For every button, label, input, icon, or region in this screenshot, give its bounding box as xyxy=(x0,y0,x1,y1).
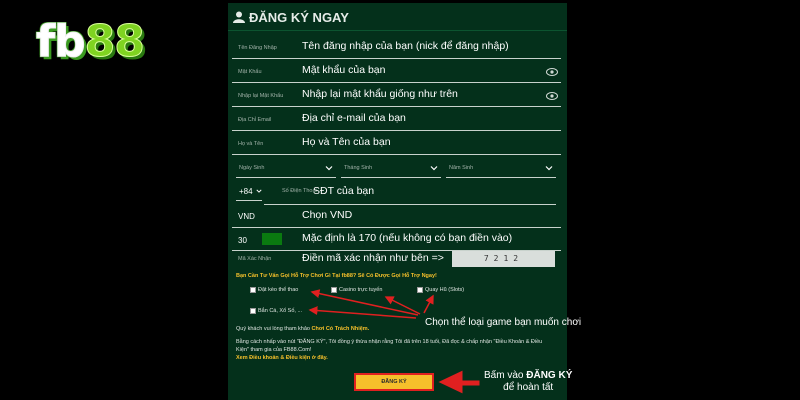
fullname-placeholder: Họ và Tên của bạn xyxy=(302,136,391,148)
email-label: Địa Chỉ Email xyxy=(238,117,272,123)
birth-year-label: Năm Sinh xyxy=(449,165,474,171)
sports-label: Đặt kèo thể thao xyxy=(258,287,299,293)
eye-icon[interactable] xyxy=(546,68,558,76)
fullname-label: Họ và Tên xyxy=(238,141,264,147)
fullname-field[interactable] xyxy=(232,133,561,155)
phone-field[interactable] xyxy=(264,183,556,205)
slots-checkbox[interactable] xyxy=(417,287,423,293)
fishing-lottery-label: Bắn Cá, Xổ Số, ... xyxy=(258,308,303,314)
password-field[interactable] xyxy=(232,61,561,83)
email-field[interactable] xyxy=(232,109,561,131)
birth-month-select[interactable] xyxy=(341,160,441,178)
captcha-label: Mã Xác Nhận xyxy=(238,256,272,262)
form-title: ĐĂNG KÝ NGAY xyxy=(249,10,349,25)
username-label: Tên Đăng Nhập xyxy=(238,45,277,51)
casino-label: Casino trực tuyến xyxy=(339,287,383,293)
captcha-field[interactable] xyxy=(232,251,561,273)
fishing-lottery-checkbox[interactable] xyxy=(250,308,256,314)
confirm-password-label: Nhập lại Mật Khẩu xyxy=(238,93,284,99)
captcha-image: 7212 xyxy=(452,251,555,267)
sports-checkbox[interactable] xyxy=(250,287,256,293)
casino-checkbox[interactable] xyxy=(331,287,337,293)
username-placeholder: Tên đăng nhập của bạn (nick để đăng nhập) xyxy=(302,40,509,52)
currency-code: VND xyxy=(238,212,255,221)
slots-label: Quay Hũ (Slots) xyxy=(425,287,465,293)
eye-icon[interactable] xyxy=(546,92,558,100)
email-placeholder: Địa chỉ e-mail của bạn xyxy=(302,112,406,124)
help-text: Bạn Cần Tư Vấn Gọi Hỗ Trợ Chơi Gì Tại fb88? Sẽ Có Được Gọi Hỗ Trợ Ngay! xyxy=(236,273,437,279)
user-icon xyxy=(233,11,245,23)
referral-code-box xyxy=(262,233,282,245)
currency-placeholder: Chọn VND xyxy=(302,209,353,221)
confirm-password-placeholder: Nhập lại mật khẩu giống như trên xyxy=(302,88,458,100)
phone-prefix-select[interactable] xyxy=(236,183,262,201)
fb88-logo: fb88 xyxy=(36,16,144,67)
form-header xyxy=(228,3,567,31)
chevron-down-icon xyxy=(325,164,333,172)
responsible-gaming-link[interactable]: Chơi Có Trách Nhiệm. xyxy=(311,326,370,332)
referral-field[interactable] xyxy=(232,229,561,251)
games-callout: Chọn thể loại game bạn muốn chơi xyxy=(425,317,582,328)
register-button[interactable]: ĐĂNG KÝ xyxy=(354,373,434,391)
terms-link[interactable]: Xem Điều khoản & Điều kiện ở đây. xyxy=(236,355,328,361)
birth-month-label: Tháng Sinh xyxy=(344,165,373,171)
password-placeholder: Mật khẩu của bạn xyxy=(302,64,386,76)
chevron-down-icon xyxy=(430,164,438,172)
submit-callout: Bấm vào ĐĂNG KÝ để hoàn tất xyxy=(484,370,573,393)
username-field[interactable] xyxy=(232,37,561,59)
birth-year-select[interactable] xyxy=(446,160,556,178)
referral-code: 30 xyxy=(238,236,247,245)
birth-day-select[interactable] xyxy=(236,160,336,178)
chevron-down-icon xyxy=(545,164,553,172)
registration-panel xyxy=(228,3,567,400)
referral-placeholder: Mặc định là 170 (nếu không có bạn điền vào) xyxy=(302,232,513,244)
chevron-down-icon xyxy=(256,187,262,195)
responsible-gaming-notice: Quý khách vui lòng tham khảo Chơi Có Trách Nhiệm. xyxy=(236,326,370,332)
phone-label: Số Điện Thoại xyxy=(282,188,317,194)
currency-select[interactable] xyxy=(232,206,561,228)
phone-prefix: +84 xyxy=(239,187,253,196)
captcha-placeholder: Điền mã xác nhận như bên => xyxy=(302,252,444,264)
phone-placeholder: SĐT của bạn xyxy=(313,185,375,197)
confirm-password-field[interactable] xyxy=(232,85,561,107)
password-label: Mật Khẩu xyxy=(238,69,262,75)
terms-notice: Bằng cách nhấp vào nút "ĐĂNG KÝ", Tôi đồng ý thừa nhận rằng Tôi đã trên 18 tuổi, Đã đọc & chấp nhận "Điều Khoản & Điều Kiện" tham gia của FB88.Com! Xem Điều khoản & Điều kiện ở đây. xyxy=(236,339,543,361)
birth-day-label: Ngày Sinh xyxy=(239,165,265,171)
